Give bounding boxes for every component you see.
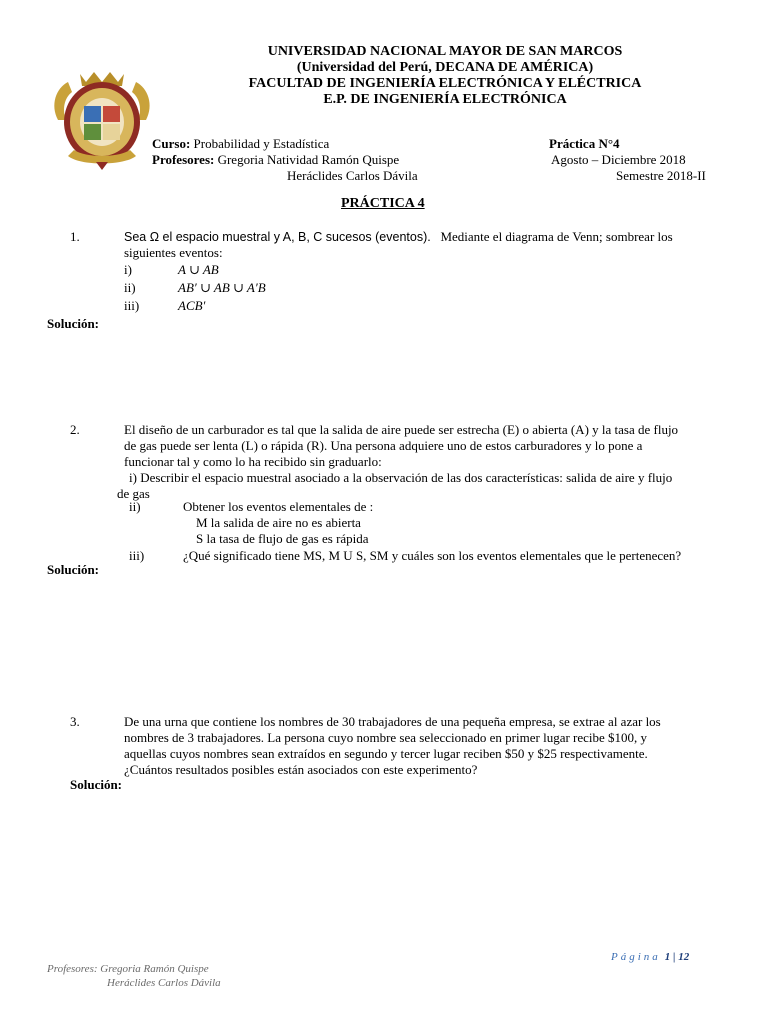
- page-indicator: [611, 947, 689, 965]
- problem-1-number: 1.: [70, 229, 80, 244]
- page-title: PRÁCTICA 4: [341, 196, 425, 211]
- practice-number: Práctica N°4: [549, 136, 620, 151]
- problem-2-number: 2.: [70, 422, 80, 437]
- period: Agosto – Diciembre 2018: [551, 152, 686, 167]
- problem-2-ii-label: ii): [129, 499, 141, 514]
- problem-1-text-c: siguientes eventos:: [124, 245, 223, 260]
- problem-1-item-3-expr: ACB′: [178, 298, 206, 313]
- problem-3-line-4: ¿Cuántos resultados posibles están asociados con este experimento?: [124, 762, 478, 777]
- professors-line: [152, 152, 399, 168]
- course-value: Probabilidad y Estadística: [193, 136, 330, 151]
- problem-3-number: 3.: [70, 714, 80, 729]
- professor-2: Heráclides Carlos Dávila: [287, 168, 418, 183]
- problem-1-statement: [124, 229, 720, 245]
- footer-professor-2: Heráclides Carlos Dávila: [107, 977, 221, 989]
- problem-3-line-1: De una urna que contiene los nombres de 30 trabajadores de una pequeña empresa, se extrae al azar los: [124, 714, 661, 729]
- header-university: UNIVERSIDAD NACIONAL MAYOR DE SAN MARCOS: [267, 44, 623, 59]
- professors-label: Profesores:: [152, 152, 215, 167]
- problem-1-item-1-label: i): [124, 262, 132, 277]
- problem-3-line-2: nombres de 3 trabajadores. La persona cuyo nombre sea seleccionado en primer lugar recibe $100, y: [124, 730, 648, 745]
- problem-2-iii-label: iii): [129, 548, 145, 563]
- problem-1-item-2-label: ii): [124, 280, 136, 295]
- university-seal-logo: [50, 70, 154, 170]
- problem-2-line-3: funcionar tal y como lo ha recibido sin graduarlo:: [124, 454, 382, 469]
- problem-2-line-1: El diseño de un carburador es tal que la salida de aire puede ser estrecha (E) o abierta (A) y la tasa de flujo: [124, 422, 679, 437]
- semester: Semestre 2018-II: [616, 168, 706, 183]
- problem-2-iii-text: ¿Qué significado tiene MS, M U S, SM y cuáles son los eventos elementales que le pertenecen?: [183, 548, 682, 563]
- problem-2-line-5: de gas: [117, 486, 150, 501]
- problem-3-solution-label: Solución:: [70, 777, 123, 792]
- page-label: Página: [611, 951, 661, 963]
- footer-professor-1: Profesores: Gregoria Ramón Quispe: [47, 963, 209, 975]
- problem-2-solution-label: Solución:: [47, 562, 100, 577]
- problem-2-ii-text: Obtener los eventos elementales de :: [183, 499, 374, 514]
- header-school: E.P. DE INGENIERÍA ELECTRÓNICA: [323, 92, 567, 107]
- page-number: 1 | 12: [664, 951, 690, 963]
- problem-2-ii-m: M la salida de aire no es abierta: [196, 515, 361, 530]
- header-subtitle: (Universidad del Perú, DECANA DE AMÉRICA): [296, 60, 594, 75]
- professor-1: Gregoria Natividad Ramón Quispe: [217, 152, 400, 167]
- course-line: [152, 136, 329, 152]
- problem-1-item-1-expr: A ∪ AB: [178, 262, 219, 277]
- problem-3-line-3: aquellas cuyos nombres sean extraídos en segundo y tercer lugar reciben $50 y $25 respectivamente.: [124, 746, 648, 761]
- problem-1-solution-label: Solución:: [47, 316, 100, 331]
- problem-1-text-a: Sea Ω el espacio muestral y A, B, C sucesos (eventos).: [124, 230, 431, 244]
- problem-2-line-2: de gas puede ser lenta (L) o rápida (R). Una persona adquiere uno de estos carburadores y lo pone a: [124, 438, 643, 453]
- course-label: Curso:: [152, 136, 191, 151]
- problem-2-line-4: i) Describir el espacio muestral asociado a la observación de las dos características: salida de aire y flujo: [129, 470, 673, 485]
- problem-1-item-2-expr: AB′ ∪ AB ∪ A′B: [178, 280, 266, 295]
- problem-2-ii-s: S la tasa de flujo de gas es rápida: [196, 531, 369, 546]
- header-faculty: FACULTAD DE INGENIERÍA ELECTRÓNICA Y ELÉCTRICA: [248, 76, 642, 91]
- problem-1-item-3-label: iii): [124, 298, 140, 313]
- problem-1-text-b: Mediante el diagrama de Venn; sombrear los: [440, 229, 673, 244]
